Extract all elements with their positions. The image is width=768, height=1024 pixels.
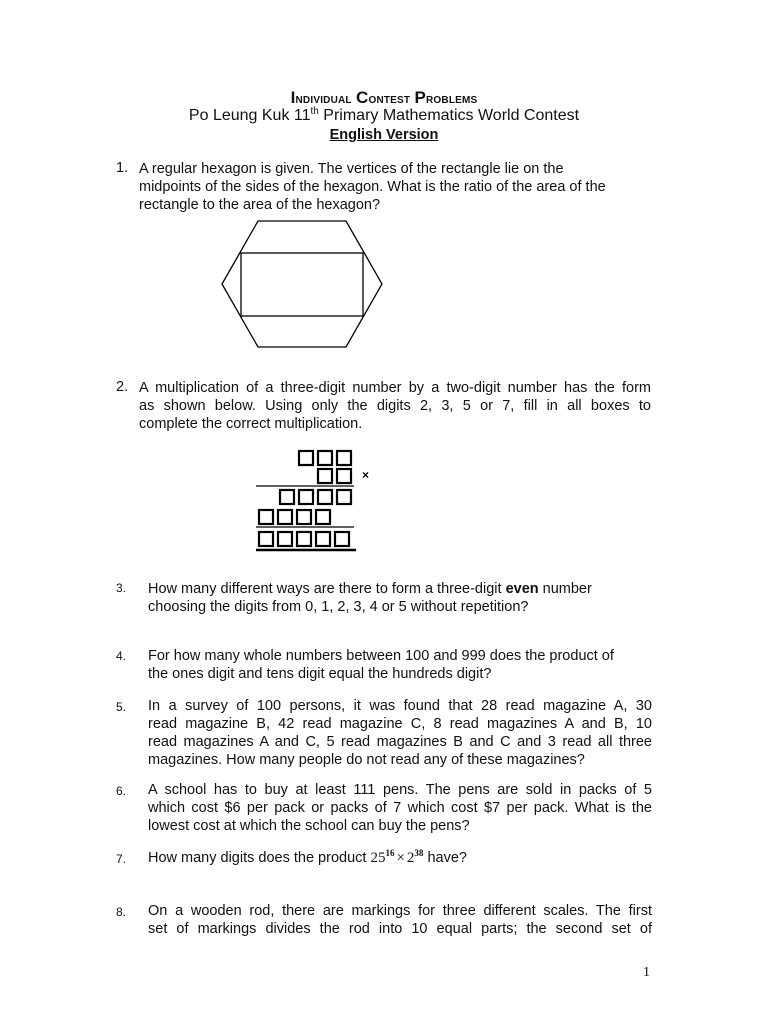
problem-5-line-3: read magazines A and C, 5 read magazines B and C and 3 read all three [148,734,652,750]
digit-box [337,451,351,465]
problem-3-bold-word: even [505,581,539,597]
problem-6-line-3: lowest cost at which the school can buy the pens? [148,818,470,834]
problem-6-number: 6. [116,784,127,798]
problem-8-line-1: On a wooden rod, there are markings for three different scales. The first [148,903,652,919]
problem-1-text [139,160,637,214]
digit-box [259,510,273,524]
problem-7-text [148,849,648,867]
problem-3-line-1 [148,580,648,598]
problem-6-line-2: which cost $6 per pack or packs of 7 which cost $7 per pack. What is the [148,800,652,816]
title-part-3: roblems [426,91,478,107]
digit-box [280,490,294,504]
problem-2-line-2: as shown below. Using only the digits 2, 3, 5 or 7, fill in all boxes to [139,398,651,414]
problem-7-after: have? [423,850,467,866]
contest-title [0,88,768,108]
digit-box [297,510,311,524]
digit-box [316,510,330,524]
problem-5-text [148,697,652,769]
problem-1-line-1: A regular hexagon is given. The vertices of the rectangle lie on the [139,161,564,177]
title-part-1: ndividual [295,91,356,107]
problem-2-line-3: complete the correct multiplication. [139,416,363,432]
title-initial-i: I [290,88,296,107]
digit-box [318,451,332,465]
problem-8-text [148,902,652,938]
times-sign: × [362,468,370,482]
digit-box [337,469,351,483]
problem-4-text [148,647,648,683]
digit-box [318,490,332,504]
problem-1-line-2: midpoints of the sides of the hexagon. What is the ratio of the area of the [139,179,606,195]
problem-3-line-1-start: How many different ways are there to form a three-digit [148,581,506,597]
title-part-2: ontest [368,91,415,107]
page-number: 1 [643,965,650,980]
hexagon-shape [222,221,382,347]
version-label: English Version [329,127,439,143]
problem-1-line-3: rectangle to the area of the hexagon? [139,197,381,213]
digit-box [316,532,330,546]
problem-2-line-1: A multiplication of a three-digit number by a two-digit number has the form [139,380,651,396]
digit-box [299,451,313,465]
title-initial-p: P [414,88,427,107]
digit-box [278,510,292,524]
expression-base-1: 25 [370,850,386,866]
problem-6-line-1: A school has to buy at least 111 pens. The pens are sold in packs of 5 [148,782,652,798]
problem-4-line-2: the ones digit and tens digit equal the hundreds digit? [148,666,492,682]
digit-box [299,490,313,504]
expression-exponent-1: 16 [385,848,395,858]
problem-5-number: 5. [116,700,127,714]
problem-4-number: 4. [116,649,127,663]
subtitle-before: Po Leung Kuk 11 [188,107,311,124]
problem-5-line-4: magazines. How many people do not read any of these magazines? [148,752,585,768]
expression-base-2: 2 [406,850,415,866]
problem-4-line-1: For how many whole numbers between 100 and 999 does the product of [148,648,614,664]
problem-1-number: 1. [116,160,129,176]
multiplication-grid [250,446,380,556]
inscribed-rectangle [241,253,363,316]
hexagon-rectangle-figure [218,218,386,352]
problem-3-number: 3. [116,581,127,595]
digit-box [278,532,292,546]
digit-box [318,469,332,483]
product-expression [370,850,423,866]
problem-7-number: 7. [116,852,127,866]
problem-3-line-2: choosing the digits from 0, 1, 2, 3, 4 or 5 without repetition? [148,599,529,615]
digit-box [337,490,351,504]
subtitle-after: Primary Mathematics World Contest [318,107,580,124]
problem-8-line-2: set of markings divides the rod into 10 equal parts; the second set of [148,921,652,937]
problem-5-line-2: read magazine B, 42 read magazine C, 8 read magazines A and B, 10 [148,716,652,732]
problem-8-number: 8. [116,905,127,919]
problem-7-before: How many digits does the product [148,850,371,866]
digit-box [297,532,311,546]
problem-2-text [139,379,651,433]
problem-2-number: 2. [116,379,129,395]
contest-subtitle [0,107,768,125]
problem-6-text [148,781,652,835]
digit-box [259,532,273,546]
problem-5-line-1: In a survey of 100 persons, it was found that 28 read magazine A, 30 [148,698,652,714]
title-initial-c: C [355,88,369,107]
problem-3-line-1-end: number [538,581,592,597]
expression-operator: × [396,850,405,866]
expression-exponent-2: 38 [414,848,424,858]
digit-box [335,532,349,546]
problem-3-text [148,580,648,616]
subtitle-superscript: th [310,106,319,117]
